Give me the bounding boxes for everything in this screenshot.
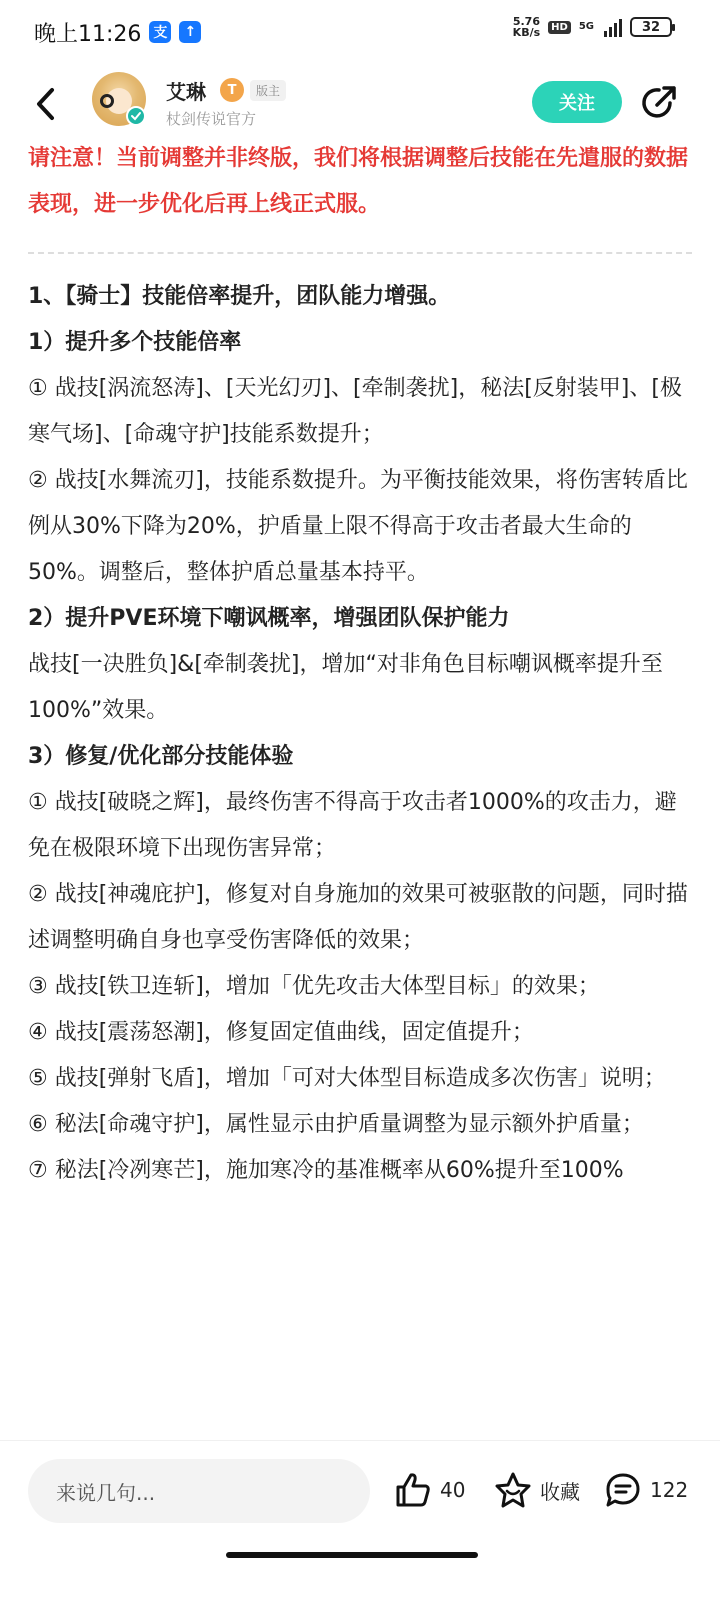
status-time: 晚上11:26 bbox=[34, 21, 142, 47]
signal-strength-icon bbox=[604, 17, 622, 37]
back-arrow-icon bbox=[35, 87, 55, 121]
verified-icon bbox=[126, 106, 146, 126]
alipay-notification-icon: 支 bbox=[149, 21, 171, 43]
comment-button[interactable] bbox=[604, 1471, 688, 1509]
follow-button[interactable]: 关注 bbox=[532, 81, 622, 123]
paragraph-text: ② 战技[水舞流刃]，技能系数提升。为平衡技能效果，将伤害转盾比例从30%下降为20%，护盾量上限不得高于攻击者最大生命的50%。调整后，整体护盾总量基本持平。 bbox=[28, 468, 688, 585]
status-bar bbox=[0, 0, 720, 64]
battery-icon: 32 bbox=[630, 17, 672, 37]
star-icon bbox=[494, 1471, 532, 1509]
network-type: 5G bbox=[578, 21, 594, 32]
like-count: 40 bbox=[440, 1478, 466, 1502]
favorite-label: 收藏 bbox=[540, 1479, 580, 1504]
favorite-button[interactable] bbox=[494, 1471, 580, 1509]
article-body bbox=[28, 274, 692, 1194]
paragraph-text: ① 战技[破晓之辉]，最终伤害不得高于攻击者1000%的攻击力，避免在极限环境下出现伤害异常； bbox=[28, 790, 677, 861]
content-divider bbox=[28, 252, 692, 254]
status-indicators bbox=[513, 16, 672, 38]
notice-text: 请注意！当前调整并非终版，我们将根据调整后技能在先遣服的数据表现，进一步优化后再上线正式服。 bbox=[28, 146, 689, 217]
post-header bbox=[0, 64, 720, 136]
paragraph-text: ⑦ 秘法[冷冽寒芒]，施加寒冷的基准概率从60%提升至100% bbox=[28, 1158, 624, 1183]
section-heading: 2）提升PVE环境下嘲讽概率，增强团队保护能力 bbox=[28, 606, 510, 631]
level-badge-icon: T bbox=[220, 78, 244, 102]
paragraph-text: ⑤ 战技[弹射飞盾]，增加「可对大体型目标造成多次伤害」说明； bbox=[28, 1066, 666, 1091]
comment-input[interactable]: 来说几句... bbox=[28, 1459, 370, 1523]
home-indicator[interactable] bbox=[226, 1552, 478, 1558]
paragraph-text: ① 战技[涡流怒涛]、[天光幻刃]、[牵制袭扰]，秘法[反射装甲]、[极寒气场]、[命魂守护]技能系数提升； bbox=[28, 376, 682, 447]
paragraph-text: ⑥ 秘法[命魂守护]，属性显示由护盾量调整为显示额外护盾量； bbox=[28, 1112, 644, 1137]
author-subtitle: 杖剑传说官方 bbox=[166, 110, 257, 128]
thumbs-up-icon bbox=[394, 1471, 432, 1509]
hd-icon: HD bbox=[548, 21, 571, 34]
paragraph-text: ④ 战技[震荡怒潮]，修复固定值曲线，固定值提升； bbox=[28, 1020, 534, 1045]
paragraph-text: 战技[一决胜负]&[牵制袭扰]，增加“对非角色目标嘲讽概率提升至100%”效果。 bbox=[28, 652, 663, 723]
upload-notification-icon: ↑ bbox=[179, 21, 201, 43]
comment-count: 122 bbox=[650, 1478, 689, 1502]
moderator-badge: 版主 bbox=[250, 80, 286, 101]
section-heading: 1、【骑士】技能倍率提升，团队能力增强。 bbox=[28, 284, 451, 309]
paragraph-text: ③ 战技[铁卫连斩]，增加「优先攻击大体型目标」的效果； bbox=[28, 974, 600, 999]
share-button[interactable] bbox=[640, 84, 678, 122]
comment-bubble-icon bbox=[604, 1471, 642, 1509]
author-name[interactable]: 艾琳 bbox=[166, 80, 206, 104]
network-speed: 5.76 KB/s bbox=[512, 15, 541, 39]
bottom-action-bar bbox=[0, 1440, 720, 1550]
section-heading: 3）修复/优化部分技能体验 bbox=[28, 744, 294, 769]
back-button[interactable] bbox=[30, 84, 60, 124]
paragraph-text: ② 战技[神魂庇护]，修复对自身施加的效果可被驱散的问题，同时描述调整明确自身也享受伤害降低的效果； bbox=[28, 882, 688, 953]
like-button[interactable] bbox=[394, 1471, 465, 1509]
post-content bbox=[0, 136, 720, 1436]
share-icon bbox=[640, 84, 678, 122]
section-heading: 1）提升多个技能倍率 bbox=[28, 330, 242, 355]
